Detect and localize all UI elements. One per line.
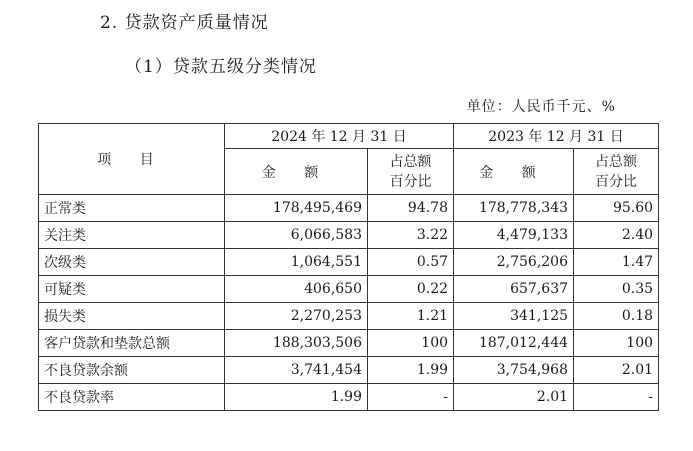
period-2023-header: 2023 年 12 月 31 日 — [454, 124, 659, 149]
amount-2024-cell: 1.99 — [225, 384, 368, 411]
share-2024-cell: 1.21 — [368, 303, 454, 330]
share-2023-cell: 0.18 — [574, 303, 659, 330]
table-row — [39, 195, 659, 222]
table-row — [39, 249, 659, 276]
row-label: 关注类 — [39, 222, 225, 249]
table-row — [39, 384, 659, 411]
share-2024-cell: 1.99 — [368, 357, 454, 384]
row-label: 客户贷款和垫款总额 — [39, 330, 225, 357]
amount-2024-cell: 2,270,253 — [225, 303, 368, 330]
loan-classification-table — [38, 123, 659, 411]
row-label: 次级类 — [39, 249, 225, 276]
amount-2024-cell: 6,066,583 — [225, 222, 368, 249]
unit-note: 单位：人民币千元、% — [466, 99, 616, 115]
share-header-line1: 占总额 — [389, 153, 432, 170]
amount-2023-cell: 4,479,133 — [454, 222, 574, 249]
row-label: 不良贷款率 — [39, 384, 225, 411]
share-2023-cell: 95.60 — [574, 195, 659, 222]
share-2024-cell: 94.78 — [368, 195, 454, 222]
row-label: 损失类 — [39, 303, 225, 330]
share-2024-cell: 0.57 — [368, 249, 454, 276]
table-row — [39, 330, 659, 357]
share-header-2024 — [368, 149, 454, 195]
amount-2024-cell: 188,303,506 — [225, 330, 368, 357]
amount-2023-cell: 178,778,343 — [454, 195, 574, 222]
subsection-title: （1）贷款五级分类情况 — [125, 57, 317, 77]
period-2024-header: 2024 年 12 月 31 日 — [225, 124, 454, 149]
share-2023-cell: 0.35 — [574, 276, 659, 303]
amount-header-2023: 金 额 — [454, 149, 574, 195]
amount-2023-cell: 657,637 — [454, 276, 574, 303]
section-title: 2. 贷款资产质量情况 — [100, 13, 269, 33]
share-header-line2: 百分比 — [595, 173, 638, 190]
table-row — [39, 222, 659, 249]
amount-2024-cell: 178,495,469 — [225, 195, 368, 222]
amount-2023-cell: 2.01 — [454, 384, 574, 411]
share-header-line1: 占总额 — [595, 153, 638, 170]
amount-2024-cell: 3,741,454 — [225, 357, 368, 384]
amount-2024-cell: 1,064,551 — [225, 249, 368, 276]
share-2024-cell: - — [368, 384, 454, 411]
amount-2023-cell: 3,754,968 — [454, 357, 574, 384]
amount-2023-cell: 2,756,206 — [454, 249, 574, 276]
amount-2023-cell: 187,012,444 — [454, 330, 574, 357]
item-header: 项 目 — [39, 124, 225, 195]
share-2024-cell: 0.22 — [368, 276, 454, 303]
row-label: 正常类 — [39, 195, 225, 222]
amount-2024-cell: 406,650 — [225, 276, 368, 303]
share-2023-cell: 100 — [574, 330, 659, 357]
share-2023-cell: 2.40 — [574, 222, 659, 249]
row-label: 可疑类 — [39, 276, 225, 303]
table-row — [39, 276, 659, 303]
share-header-2023 — [574, 149, 659, 195]
amount-2023-cell: 341,125 — [454, 303, 574, 330]
table-body — [39, 195, 659, 411]
share-header-line2: 百分比 — [389, 173, 432, 190]
share-2023-cell: - — [574, 384, 659, 411]
row-label: 不良贷款余额 — [39, 357, 225, 384]
share-2023-cell: 2.01 — [574, 357, 659, 384]
share-2024-cell: 100 — [368, 330, 454, 357]
share-2023-cell: 1.47 — [574, 249, 659, 276]
table-row — [39, 303, 659, 330]
share-2024-cell: 3.22 — [368, 222, 454, 249]
amount-header-2024: 金 额 — [225, 149, 368, 195]
table-row — [39, 357, 659, 384]
header-row-periods — [39, 124, 659, 149]
